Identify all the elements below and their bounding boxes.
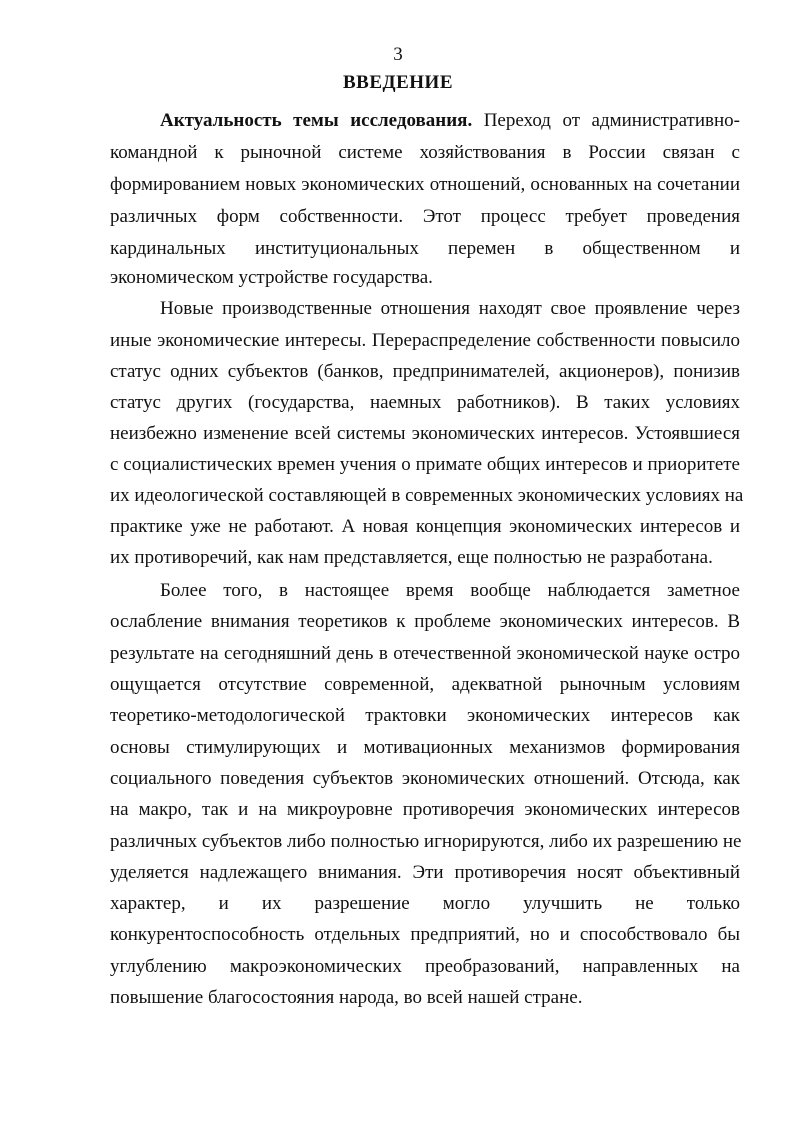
paragraph-3-line: основы стимулирующих и мотивационных механизмов формирования <box>110 737 740 758</box>
paragraph-1-line <box>160 109 740 133</box>
paragraph-2-line: Новые производственные отношения находят свое проявление через <box>160 298 740 319</box>
paragraph-2-line: с социалистических времен учения о примате общих интересов и приоритете <box>110 454 740 475</box>
paragraph-1-line: формированием новых экономических отношений, основанных на сочетании <box>110 174 740 195</box>
paragraph-2-line: практике уже не работают. А новая концепция экономических интересов и <box>110 516 740 537</box>
paragraph-1-line: командной к рыночной системе хозяйствования в России связан с <box>110 142 740 163</box>
paragraph-3-line: различных субъектов либо полностью игнорируются, либо их разрешению не <box>110 831 742 852</box>
paragraph-3-line: ощущается отсутствие современной, адекватной рыночным условиям <box>110 674 740 695</box>
paragraph-3-line: ослабление внимания теоретиков к проблеме экономических интересов. В <box>110 611 740 632</box>
paragraph-2-line: неизбежно изменение всей системы экономических интересов. Устоявшиеся <box>110 423 740 444</box>
page-title: ВВЕДЕНИЕ <box>343 72 453 93</box>
paragraph-2-line: их идеологической составляющей в современных экономических условиях на <box>110 485 744 506</box>
paragraph-2-line: статус других (государства, наемных работников). В таких условиях <box>110 392 740 413</box>
paragraph-3-line: Более того, в настоящее время вообще наблюдается заметное <box>160 580 740 601</box>
paragraph-3-line: уделяется надлежащего внимания. Эти противоречия носят объективный <box>110 862 740 883</box>
lead-heading: Актуальность темы исследования. <box>160 110 473 131</box>
paragraph-3-line: углублению макроэкономических преобразований, направленных на <box>110 956 740 977</box>
paragraph-2-line: иные экономические интересы. Перераспределение собственности повысило <box>110 330 740 351</box>
paragraph-3-line: характер, и их разрешение могло улучшить не только <box>110 893 740 914</box>
paragraph-3-line: на макро, так и на микроуровне противоречия экономических интересов <box>110 799 740 820</box>
paragraph-3-line: конкурентоспособность отдельных предприятий, но и способствовало бы <box>110 924 740 945</box>
paragraph-3-line: результате на сегодняшний день в отечественной экономической науке остро <box>110 643 740 664</box>
paragraph-1-line: кардинальных институциональных перемен в общественном и <box>110 238 740 259</box>
lead-text: Переход от административно- <box>472 110 740 131</box>
paragraph-3-line: повышение благосостояния народа, во всей нашей стране. <box>110 987 583 1008</box>
paragraph-1-line: различных форм собственности. Этот процесс требует проведения <box>110 206 740 227</box>
paragraph-1-line: экономическом устройстве государства. <box>110 267 433 288</box>
paragraph-2-line: статус одних субъектов (банков, предпринимателей, акционеров), понизив <box>110 361 740 382</box>
paragraph-3-line: теоретико-методологической трактовки экономических интересов как <box>110 705 740 726</box>
page-number: 3 <box>393 44 403 65</box>
paragraph-2-line: их противоречий, как нам представляется, еще полностью не разработана. <box>110 547 713 568</box>
paragraph-3-line: социального поведения субъектов экономических отношений. Отсюда, как <box>110 768 740 789</box>
